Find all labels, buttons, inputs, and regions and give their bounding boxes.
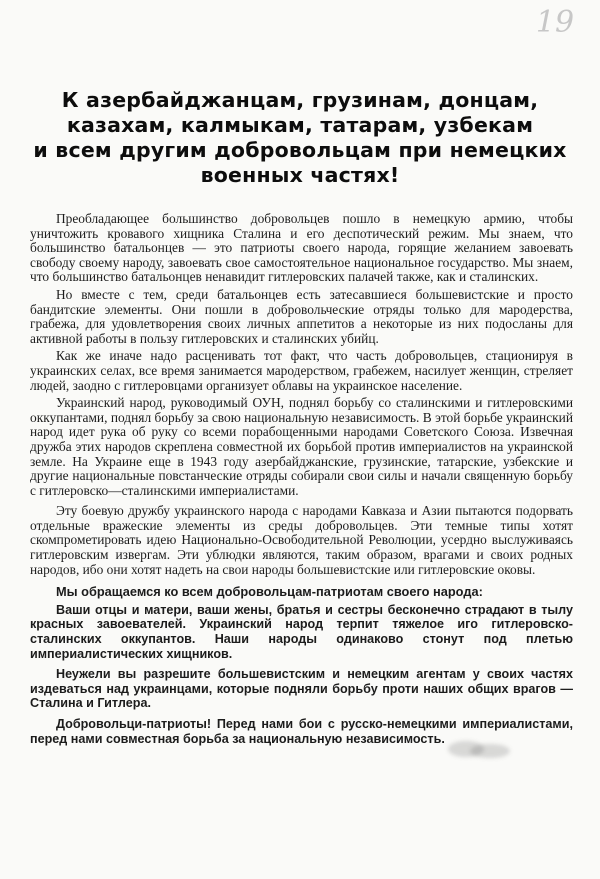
headline-line-3: и всем другим добровольцам при немецких: [33, 138, 567, 162]
paragraph-9: Добровольци-патриоты! Перед нами бои с русско-немецкими империалистами, перед нами совместная борьба за национальную независимость.: [30, 717, 573, 746]
headline-line-2: казахам, калмыкам, татарам, узбекам: [66, 113, 534, 137]
paragraph-appeal: Мы обращаемся ко всем добровольцам-патриотам своего народа:: [56, 584, 483, 600]
page-number: 19: [535, 5, 575, 40]
paragraph-4: Украинский народ, руководимый ОУН, поднял борьбу со сталинскими и гитлеровскими оккупантами, поднял борьбу за свою национальную независимость. В этой борьбе украинский народ идет рука об руку со всеми порабощенными народами Советского Союза. Извечная дружба этих народов скреплена совместной их борьбой против империалистов на украинской земле. На Украине еще в 1943 году азербайджанские, грузинские, татарские, узбекские и другие национальные повстанческие отряды собирали свои силы и начали священную борьбу с гитлеровско—сталинскими империалистами.: [30, 395, 573, 498]
leaflet-body: [30, 212, 573, 746]
ink-smudge: [470, 744, 510, 758]
paragraph-8: Неужели вы разрешите большевистским и немецким агентам у своих частях издеваться над украинцами, которые подняли борьбу проти наших общих врагов — Сталина и Гитлера.: [30, 667, 573, 711]
leaflet-headline: [20, 88, 580, 188]
paragraph-2: Но вместе с тем, среди батальонцев есть затесавшиеся большевистские и просто бандитские элементы. Они пошли в добровольческие отряды только для мародерства, грабежа, для удовлетворения своих личных аппетитов а некоторые из них подосланы для активной работы в пользу гитлеровских и сталинских убийц.: [30, 286, 573, 346]
headline-line-1: К азербайджанцам, грузинам, донцам,: [61, 88, 539, 112]
paragraph-1: Преобладающее большинство добровольцев пошло в немецкую армию, чтобы уничтожить кровавого хищника Сталина и его деспотический режим. Мы знаем, что большинство батальонцев — это патриоты своего народа, горящие желанием завоевать свободу своему народу, завоевать свое самостоятельное национальное государство. Мы знаем, что большинство батальонцев ненавидит гитлеровских палачей также, как и сталинских.: [30, 211, 573, 285]
paragraph-5: Эту боевую дружбу украинского народа с народами Кавказа и Азии пытаются подорвать отдельные вражеские элементы из среды добровольцев. Эти темные типы хотят скомпрометировать идею Национально-Освободительной Революции, усердно выслуживаясь гитлеровским извергам. Эти ублюдки являются, таким образом, врагами и своих родных народов, ибо они хотят надеть на свои народы большевистские или гитлеровские оковы.: [30, 503, 573, 577]
paragraph-3: Как же иначе надо расценивать тот факт, что часть добровольцев, стационируя в украинских селах, все время занимается мародерством, грабежем, насилует женщин, стреляет людей, заодно с гитлеровцами организует облавы на украинское население.: [30, 348, 573, 393]
paragraph-7: Ваши отцы и матери, ваши жены, братья и сестры бесконечно страдают в тылу красных завоевателей. Украинский народ терпит тяжелое иго гитлеровско-сталинских оккупантов. Наши народы одинаково стонут под плетью империалистических хищников.: [30, 602, 573, 661]
headline-line-4: военных частях!: [200, 163, 400, 187]
